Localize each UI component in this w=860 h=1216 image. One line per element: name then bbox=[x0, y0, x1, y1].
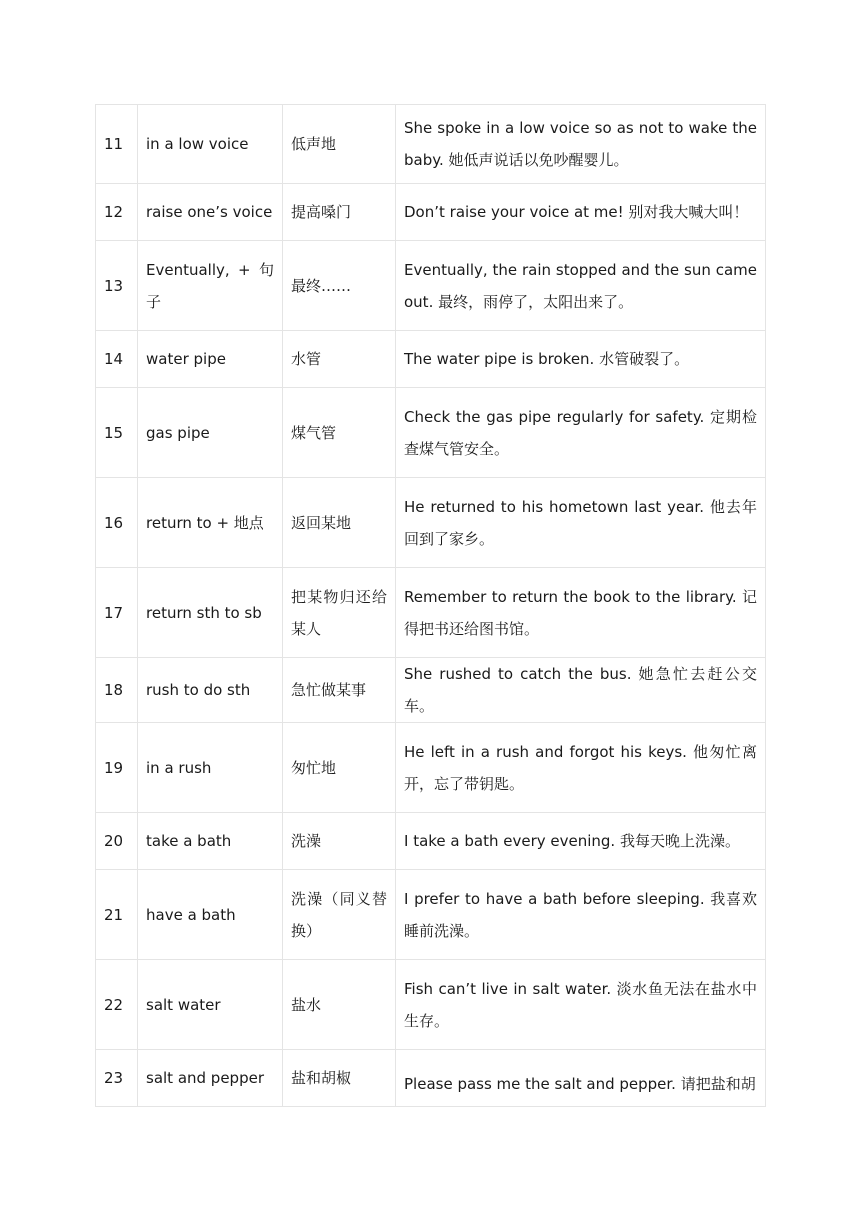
example-cell: I prefer to have a bath before sleeping. 我喜欢睡前洗澡。 bbox=[396, 870, 766, 960]
row-number: 19 bbox=[96, 723, 138, 813]
meaning-cell: 盐水 bbox=[283, 960, 396, 1050]
phrase-cell: rush to do sth bbox=[138, 658, 283, 723]
table-row bbox=[96, 723, 766, 813]
table-row bbox=[96, 813, 766, 870]
example-cell: She spoke in a low voice so as not to wake the baby. 她低声说话以免吵醒婴儿。 bbox=[396, 105, 766, 184]
meaning-cell: 煤气管 bbox=[283, 388, 396, 478]
phrase-cell: in a rush bbox=[138, 723, 283, 813]
example-cell: He returned to his hometown last year. 他去年回到了家乡。 bbox=[396, 478, 766, 568]
example-cell: Remember to return the book to the library. 记得把书还给图书馆。 bbox=[396, 568, 766, 658]
vocabulary-table bbox=[95, 104, 766, 1107]
phrase-cell: take a bath bbox=[138, 813, 283, 870]
phrase-cell: salt water bbox=[138, 960, 283, 1050]
example-cell: Don’t raise your voice at me! 别对我大喊大叫！ bbox=[396, 184, 766, 241]
row-number: 16 bbox=[96, 478, 138, 568]
table-row bbox=[96, 870, 766, 960]
meaning-cell: 盐和胡椒 bbox=[283, 1050, 396, 1107]
row-number: 12 bbox=[96, 184, 138, 241]
table-row bbox=[96, 184, 766, 241]
example-cell: Please pass me the salt and pepper. 请把盐和胡 bbox=[396, 1050, 766, 1107]
row-number: 20 bbox=[96, 813, 138, 870]
example-cell: I take a bath every evening. 我每天晚上洗澡。 bbox=[396, 813, 766, 870]
meaning-cell: 急忙做某事 bbox=[283, 658, 396, 723]
phrase-cell: return sth to sb bbox=[138, 568, 283, 658]
example-cell: He left in a rush and forgot his keys. 他匆忙离开，忘了带钥匙。 bbox=[396, 723, 766, 813]
meaning-cell: 返回某地 bbox=[283, 478, 396, 568]
table-row bbox=[96, 568, 766, 658]
row-number: 23 bbox=[96, 1050, 138, 1107]
phrase-cell: return to + 地点 bbox=[138, 478, 283, 568]
meaning-cell: 低声地 bbox=[283, 105, 396, 184]
table-row bbox=[96, 241, 766, 331]
phrase-cell: gas pipe bbox=[138, 388, 283, 478]
row-number: 21 bbox=[96, 870, 138, 960]
example-cell: Eventually, the rain stopped and the sun came out. 最终，雨停了，太阳出来了。 bbox=[396, 241, 766, 331]
row-number: 17 bbox=[96, 568, 138, 658]
table-row bbox=[96, 478, 766, 568]
example-cell: Fish can’t live in salt water. 淡水鱼无法在盐水中生存。 bbox=[396, 960, 766, 1050]
row-number: 18 bbox=[96, 658, 138, 723]
meaning-cell: 最终…… bbox=[283, 241, 396, 331]
row-number: 14 bbox=[96, 331, 138, 388]
table-row bbox=[96, 331, 766, 388]
phrase-cell: have a bath bbox=[138, 870, 283, 960]
meaning-cell: 水管 bbox=[283, 331, 396, 388]
phrase-cell: Eventually, + 句子 bbox=[138, 241, 283, 331]
meaning-cell: 洗澡（同义替换） bbox=[283, 870, 396, 960]
row-number: 22 bbox=[96, 960, 138, 1050]
example-cell: Check the gas pipe regularly for safety. 定期检查煤气管安全。 bbox=[396, 388, 766, 478]
phrase-cell: raise one’s voice bbox=[138, 184, 283, 241]
row-number: 11 bbox=[96, 105, 138, 184]
table-row bbox=[96, 960, 766, 1050]
table-row bbox=[96, 388, 766, 478]
example-cell: The water pipe is broken. 水管破裂了。 bbox=[396, 331, 766, 388]
meaning-cell: 匆忙地 bbox=[283, 723, 396, 813]
phrase-cell: salt and pepper bbox=[138, 1050, 283, 1107]
table-row bbox=[96, 658, 766, 723]
table-row bbox=[96, 1050, 766, 1107]
phrase-cell: in a low voice bbox=[138, 105, 283, 184]
row-number: 15 bbox=[96, 388, 138, 478]
meaning-cell: 洗澡 bbox=[283, 813, 396, 870]
row-number: 13 bbox=[96, 241, 138, 331]
table-row bbox=[96, 105, 766, 184]
phrase-cell: water pipe bbox=[138, 331, 283, 388]
meaning-cell: 提高嗓门 bbox=[283, 184, 396, 241]
example-cell: She rushed to catch the bus. 她急忙去赶公交车。 bbox=[396, 658, 766, 723]
meaning-cell: 把某物归还给某人 bbox=[283, 568, 396, 658]
